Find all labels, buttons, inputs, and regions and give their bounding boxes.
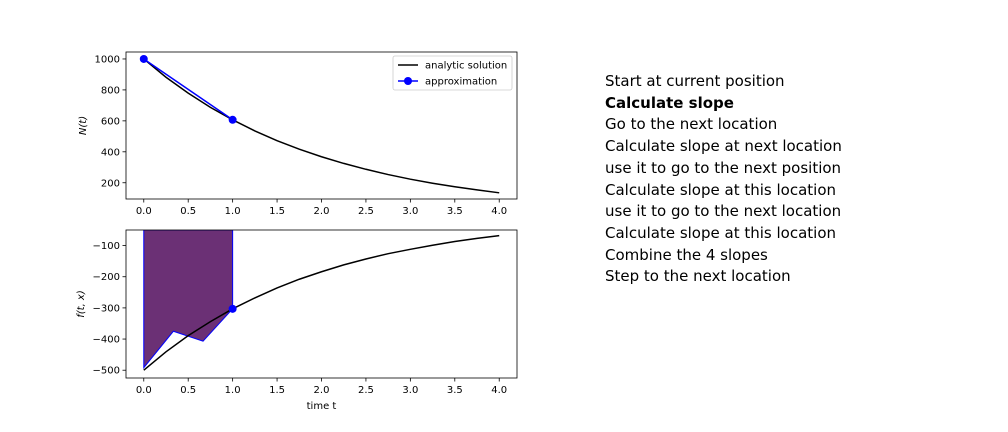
step-item: use it to go to the next position (605, 158, 842, 177)
approximation-point (229, 116, 237, 124)
y-tick-label: 600 (100, 116, 120, 128)
y-tick-label: −400 (92, 334, 120, 346)
x-tick-label: 1.0 (224, 385, 241, 396)
legend (393, 56, 512, 90)
series-1-point (229, 305, 237, 313)
step-item: use it to go to the next location (605, 202, 842, 221)
x-tick-label: 3.0 (402, 385, 419, 396)
step-item: Start at current position (605, 72, 785, 90)
y-axis-label: N(t) (78, 115, 89, 136)
step-item: Calculate slope (605, 93, 734, 112)
x-tick-label: 4.0 (491, 206, 508, 217)
x-tick-label: 1.5 (269, 385, 286, 396)
legend-swatch-marker (404, 77, 412, 85)
bottom-axes (76, 230, 517, 412)
step-item: Combine the 4 slopes (605, 245, 768, 264)
y-tick-label: 1000 (94, 54, 120, 66)
x-tick-label: 2.0 (313, 385, 330, 396)
y-tick-label: 800 (100, 85, 120, 97)
x-axis-label: time t (306, 401, 337, 412)
steps-list (605, 71, 842, 288)
x-tick-label: 2.0 (313, 206, 330, 217)
plot-area (144, 230, 499, 370)
x-tick-label: 1.5 (269, 206, 286, 217)
y-tick-label: 200 (100, 178, 120, 190)
approximation-line (144, 59, 233, 120)
y-tick-label: 400 (100, 147, 120, 159)
x-tick-label: 2.5 (357, 206, 374, 217)
legend-entry-label: approximation (425, 76, 498, 88)
x-tick-label: 0.5 (180, 206, 197, 217)
x-tick-label: 1.0 (224, 206, 241, 217)
x-tick-label: 2.5 (357, 385, 374, 396)
y-axis-label: f(t, x) (76, 290, 87, 318)
step-item: Go to the next location (605, 115, 778, 134)
x-tick-label: 0.5 (180, 385, 197, 396)
x-tick-label: 0.0 (135, 206, 152, 217)
x-tick-label: 0.0 (135, 385, 152, 396)
step-item: Calculate slope at this location (605, 223, 836, 242)
y-tick-label: −500 (92, 365, 120, 377)
y-tick-label: −100 (92, 241, 120, 253)
top-axes (78, 52, 517, 217)
step-item: Calculate slope at this location (605, 180, 836, 199)
y-tick-label: −200 (92, 272, 120, 284)
x-tick-label: 3.5 (446, 206, 463, 217)
step-item: Calculate slope at next location (605, 137, 842, 156)
x-tick-label: 3.5 (446, 385, 463, 396)
filled-slope-region (144, 230, 233, 368)
step-item: Step to the next location (605, 267, 791, 286)
x-tick-label: 3.0 (402, 206, 419, 217)
x-tick-label: 4.0 (491, 385, 508, 396)
approximation-point (140, 55, 148, 63)
y-tick-label: −300 (92, 303, 120, 315)
legend-entry-label: analytic solution (425, 60, 508, 72)
